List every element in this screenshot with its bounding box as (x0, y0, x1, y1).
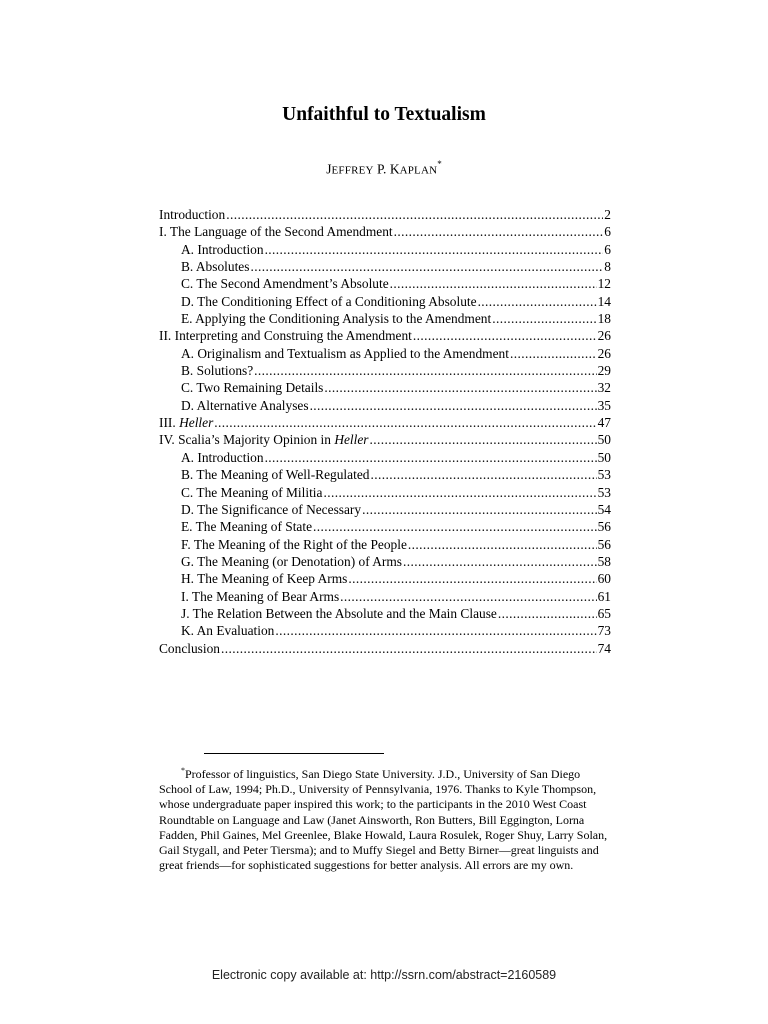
toc-entry-page: 32 (597, 380, 611, 396)
toc-entry[interactable] (159, 501, 611, 518)
author-middle: P. (377, 161, 387, 177)
toc-entry[interactable] (159, 588, 611, 605)
toc-entry-page: 14 (597, 293, 611, 309)
toc-entry[interactable] (159, 518, 611, 535)
toc-leader-dots (362, 501, 597, 518)
toc-entry-page: 6 (604, 241, 611, 257)
toc-leader-dots (265, 241, 604, 258)
toc-entry-page: 50 (597, 432, 611, 448)
toc-entry-page: 6 (604, 224, 611, 240)
toc-entry-label: C. The Second Amendment’s Absolute (181, 276, 389, 292)
toc-leader-dots (403, 553, 597, 570)
paper-title: Unfaithful to Textualism (282, 104, 486, 125)
toc-leader-dots (348, 570, 596, 587)
toc-entry-page: 73 (597, 623, 611, 639)
author-footnote-marker: * (437, 159, 442, 169)
toc-leader-dots (510, 345, 597, 362)
toc-leader-dots (265, 449, 597, 466)
toc-entry-label: H. The Meaning of Keep Arms (181, 571, 348, 587)
toc-entry[interactable] (159, 310, 611, 327)
toc-entry-page: 8 (604, 259, 611, 275)
toc-entry[interactable] (159, 640, 611, 657)
toc-entry-page: 53 (597, 467, 611, 483)
toc-entry-label: D. The Significance of Necessary (181, 501, 362, 517)
toc-entry-page: 26 (597, 345, 611, 361)
toc-entry[interactable] (159, 466, 611, 483)
toc-entry-label: E. Applying the Conditioning Analysis to the Amendment (181, 311, 492, 327)
toc-entry[interactable] (159, 345, 611, 362)
toc-entry-label: C. Two Remaining Details (181, 380, 324, 396)
author-first-initial: J (326, 161, 332, 177)
toc-entry-label: IV. Scalia’s Majority Opinion in Heller (159, 432, 369, 448)
toc-entry-page: 56 (597, 519, 611, 535)
toc-leader-dots (250, 258, 603, 275)
toc-entry-page: 56 (597, 536, 611, 552)
toc-entry-label: B. Solutions? (181, 363, 254, 379)
toc-leader-dots (221, 640, 597, 657)
toc-entry-page: 74 (597, 640, 611, 656)
toc-entry[interactable] (159, 431, 611, 448)
toc-entry[interactable] (159, 327, 611, 344)
footnote (159, 763, 611, 873)
toc-leader-dots (394, 223, 604, 240)
toc-entry-label: D. The Conditioning Effect of a Conditioning Absolute (181, 293, 477, 309)
toc-entry-page: 12 (597, 276, 611, 292)
toc-entry-label: K. An Evaluation (181, 623, 275, 639)
toc-entry[interactable] (159, 241, 611, 258)
toc-entry[interactable] (159, 206, 611, 223)
toc-leader-dots (323, 484, 596, 501)
toc-entry[interactable] (159, 622, 611, 639)
footnote-text: Professor of linguistics, San Diego State University. J.D., University of San Diego School of Law, 1994; Ph.D., University of Pennsylvania, 1976. Thanks to Kyle Thompson, whose undergraduate paper inspired this work; to the participants in the 2010 West Coast Roundtable on Language and Law (Janet Ainsworth, Ron Butters, Bill Eggington, Lorna Fadden, Phil Gaines, Mel Greenlee, Blake Howald, Laura Rosulek, Roger Shuy, Larry Solan, Gail Stygall, and Peter Tiersma); and to Muffy Siegel and Betty Birner—great linguists and great friends—for sophisticated suggestions for better analysis. All errors are my own. (159, 767, 608, 873)
toc-entry-label: A. Introduction (181, 241, 264, 257)
toc-entry[interactable] (159, 414, 611, 431)
toc-leader-dots (324, 379, 596, 396)
toc-entry[interactable] (159, 484, 611, 501)
toc-leader-dots (492, 310, 596, 327)
toc-entry[interactable] (159, 449, 611, 466)
toc-entry-page: 53 (597, 484, 611, 500)
toc-entry-page: 61 (597, 588, 611, 604)
toc-entry-label: G. The Meaning (or Denotation) of Arms (181, 553, 403, 569)
toc-entry-label: III. Heller (159, 415, 214, 431)
toc-leader-dots (413, 327, 597, 344)
toc-entry-page: 2 (604, 207, 611, 222)
toc-leader-dots (275, 622, 596, 639)
author-last-initial: K (389, 161, 400, 177)
toc-leader-dots (408, 536, 597, 553)
toc-entry-page: 29 (597, 363, 611, 379)
toc-entry-page: 58 (597, 553, 611, 569)
toc-leader-dots (478, 293, 597, 310)
toc-entry-label: A. Introduction (181, 449, 264, 465)
toc-entry-label: E. The Meaning of State (181, 519, 313, 535)
toc-entry-page: 65 (597, 605, 611, 621)
toc-leader-dots (313, 518, 597, 535)
toc-entry[interactable] (159, 258, 611, 275)
toc-entry[interactable] (159, 223, 611, 240)
toc-entry[interactable] (159, 605, 611, 622)
toc-entry-label: B. The Meaning of Well-Regulated (181, 467, 370, 483)
toc-entry-page: 47 (597, 415, 611, 431)
toc-entry[interactable] (159, 293, 611, 310)
toc-entry[interactable] (159, 379, 611, 396)
toc-entry-label: B. Absolutes (181, 259, 250, 275)
toc-entry-label: F. The Meaning of the Right of the People (181, 536, 407, 552)
toc-leader-dots (498, 605, 597, 622)
author-line (0, 160, 768, 178)
footnote-divider (204, 753, 384, 754)
toc-entry-label: J. The Relation Between the Absolute and the Main Clause (181, 605, 497, 621)
toc-entry-page: 54 (597, 501, 611, 517)
toc-entry-label: A. Originalism and Textualism as Applied to the Amendment (181, 345, 509, 361)
toc-leader-dots (370, 431, 597, 448)
toc-entry[interactable] (159, 275, 611, 292)
toc-entry-label: Introduction (159, 207, 226, 222)
author-last-rest: APLAN (399, 164, 438, 177)
toc-leader-dots (226, 206, 603, 223)
author-first-rest: EFFREY (331, 164, 374, 177)
footnote-marker: * (181, 766, 185, 775)
toc-entry-page: 26 (597, 328, 611, 344)
toc-entry-label: I. The Meaning of Bear Arms (181, 588, 340, 604)
toc-leader-dots (310, 397, 597, 414)
toc-entry-label: II. Interpreting and Construing the Amendment (159, 328, 412, 344)
toc-entry[interactable] (159, 536, 611, 553)
toc-entry-page: 60 (597, 571, 611, 587)
toc-entry-page: 35 (597, 397, 611, 413)
toc-leader-dots (370, 466, 596, 483)
toc-entry-page: 18 (597, 311, 611, 327)
toc-entry-page: 50 (597, 449, 611, 465)
toc-leader-dots (340, 588, 596, 605)
toc-entry-label: I. The Language of the Second Amendment (159, 224, 393, 240)
toc-leader-dots (214, 414, 596, 431)
toc-entry[interactable] (159, 553, 611, 570)
toc-entry-label: Conclusion (159, 640, 221, 656)
toc-leader-dots (390, 275, 597, 292)
toc-entry[interactable] (159, 570, 611, 587)
table-of-contents (159, 206, 611, 657)
toc-entry[interactable] (159, 397, 611, 414)
toc-entry-label: C. The Meaning of Militia (181, 484, 323, 500)
ssrn-notice[interactable]: Electronic copy available at: http://ssrn.com/abstract=2160589 (211, 968, 557, 982)
toc-entry[interactable] (159, 362, 611, 379)
toc-entry-label: D. Alternative Analyses (181, 397, 309, 413)
toc-leader-dots (254, 362, 596, 379)
